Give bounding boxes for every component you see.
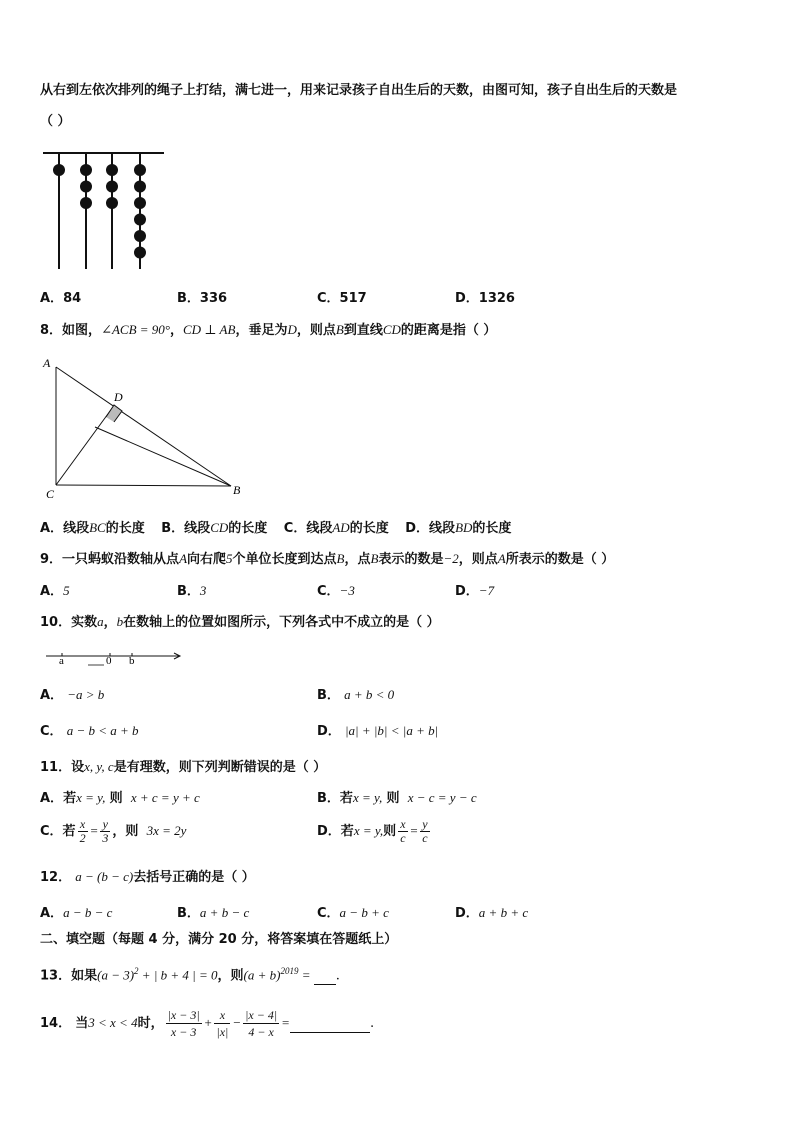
q11-option-a[interactable]: A．若x = y, 则 x + c = y + c	[40, 790, 200, 806]
q9-stem: 9．一只蚂蚁沿数轴从点A向右爬5个单位长度到达点B，点B表示的数是−2，则点A所表示的数是（ ）	[40, 551, 615, 567]
q11-stem: 11．设x, y, c是有理数，则下列判断错误的是（ ）	[40, 759, 327, 775]
knot	[80, 197, 92, 209]
q13-answer-blank[interactable]	[314, 968, 336, 985]
q12-option-b[interactable]: B．a + b − c	[177, 905, 250, 921]
q7-option-a[interactable]: A．84	[40, 291, 82, 306]
q8-option-b[interactable]: B．线段CD的长度	[161, 520, 268, 536]
q8-option-d[interactable]: D．线段BD的长度	[405, 520, 512, 536]
knot	[134, 214, 146, 226]
q10-stem: 10．实数a，b在数轴上的位置如图所示，下列各式中不成立的是（ ）	[40, 614, 440, 630]
axis-label-a: a	[59, 655, 64, 667]
q10-option-a[interactable]: A． −a > b	[40, 687, 105, 703]
knot	[106, 197, 118, 209]
knot	[80, 181, 92, 193]
label-C: C	[46, 487, 55, 501]
knot	[134, 247, 146, 259]
section-heading: 二、填空题（每题 4 分，满分 20 分，将答案填在答题纸上）	[40, 932, 398, 947]
knot	[80, 164, 92, 176]
knot	[106, 164, 118, 176]
q14-stem: 14． 当3 < x < 4时， $\frac{|x - 3|}{x - 3}$ + $\frac{x}{|x|}$ − $\frac{|x - 4|}{4 - x}$ = .	[40, 1008, 375, 1039]
q9-option-d[interactable]: D．−7	[455, 583, 495, 599]
knot	[106, 181, 118, 193]
label-B: B	[233, 483, 241, 497]
knot	[134, 197, 146, 209]
q7-option-d[interactable]: D．1326	[455, 291, 515, 306]
q10-option-b[interactable]: B． a + b < 0	[317, 687, 395, 703]
number-line-figure	[44, 650, 194, 668]
q8-stem: 8．如图，∠ACB = 90°，CD ⊥ AB，垂足为D，则点B到直线CD的距离是指（ ）	[40, 322, 497, 338]
q9-option-a[interactable]: A．5	[40, 583, 70, 599]
q11-option-d[interactable]: D．若x = y,则 $\frac{x}{c}$ = $\frac{y}{c}$	[317, 817, 428, 845]
q8-option-c[interactable]: C．线段AD的长度	[283, 520, 389, 536]
knot	[134, 181, 146, 193]
knotted-rope-figure	[40, 145, 170, 275]
label-A: A	[43, 356, 51, 370]
q12-option-c[interactable]: C．a − b + c	[317, 905, 389, 921]
knot	[134, 164, 146, 176]
q9-option-b[interactable]: B．3	[177, 583, 207, 599]
q11-option-b[interactable]: B．若x = y, 则 x − c = y − c	[317, 790, 477, 806]
q12-option-d[interactable]: D．a + b + c	[455, 905, 529, 921]
q7-stem-line2: （ ）	[40, 114, 71, 129]
q12-stem: 12． a − (b − c)去括号正确的是（ ）	[40, 869, 255, 885]
q7-option-b[interactable]: B．336	[177, 291, 228, 306]
q12-option-a[interactable]: A．a − b − c	[40, 905, 113, 921]
q8-options	[40, 520, 511, 537]
label-D: D	[114, 390, 123, 404]
q7-stem-line1: 从右到左依次排列的绳子上打结，满七进一，用来记录孩子自出生后的天数，由图可知，孩子自出生后的天数是	[40, 83, 678, 98]
q9-option-c[interactable]: C．−3	[317, 583, 355, 599]
q13-stem: 13．如果$(a - 3)^2$ + | b + 4 | = 0，则$(a + b)^{2019}$ = .	[40, 966, 340, 984]
axis-label-b: b	[129, 655, 135, 667]
q8-option-a[interactable]: A．线段BC的长度	[40, 520, 145, 536]
knot	[53, 164, 65, 176]
q11-option-c[interactable]: C．若 $\frac{x}{2}$ = $\frac{y}{3}$ ，则 3x = 2y	[40, 817, 187, 845]
q7-option-c[interactable]: C．517	[317, 291, 367, 306]
q10-option-d[interactable]: D． |a| + |b| < |a + b|	[317, 723, 439, 739]
q14-answer-blank[interactable]	[290, 1016, 370, 1033]
q10-option-c[interactable]: C． a − b < a + b	[40, 723, 139, 739]
axis-label-zero: 0	[106, 655, 112, 667]
triangle-figure	[40, 353, 260, 503]
knot	[134, 230, 146, 242]
